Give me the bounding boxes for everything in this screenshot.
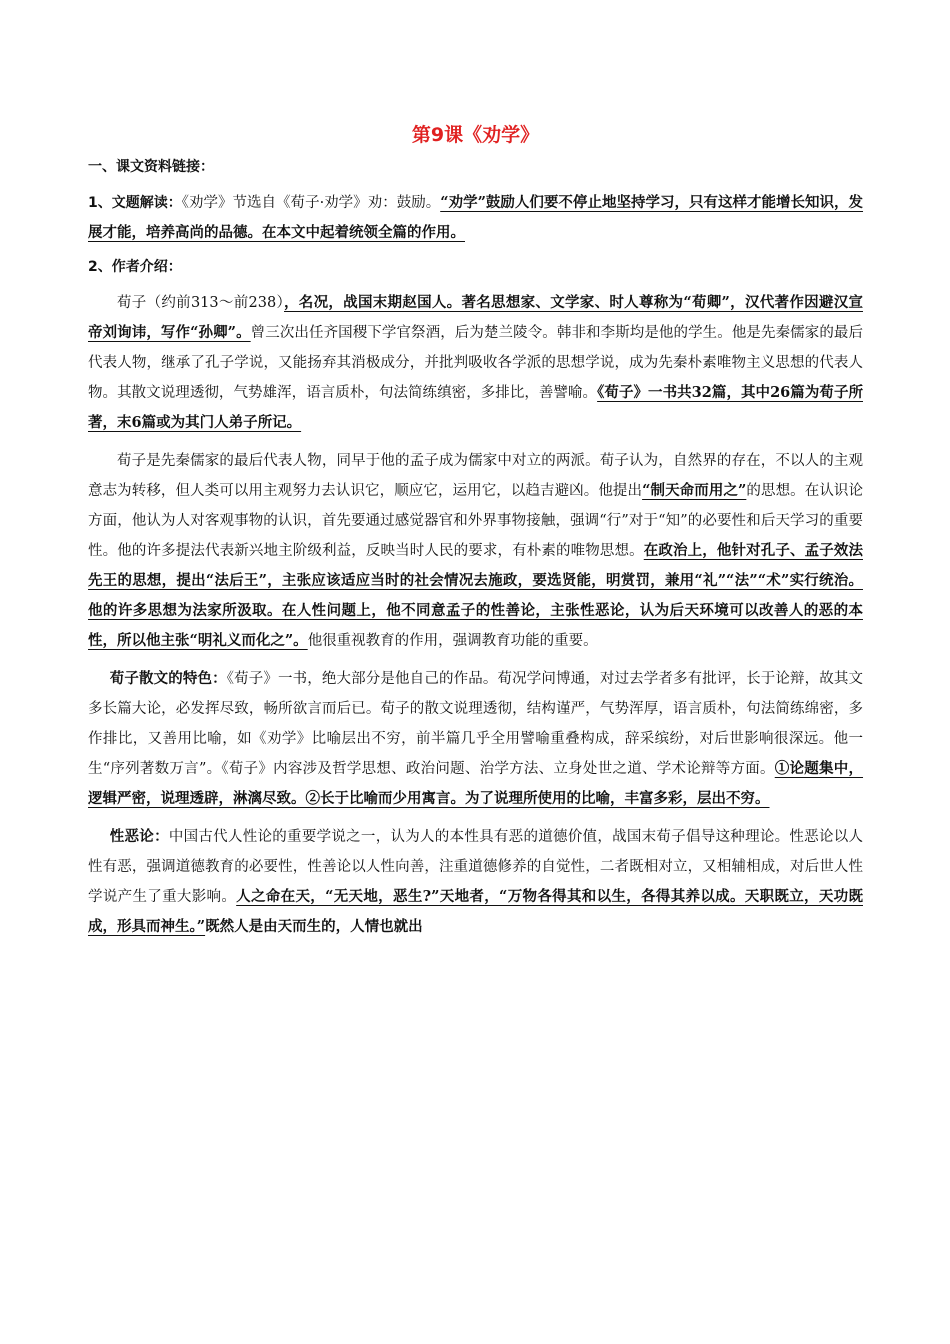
prose-features-emphasis: ①论题集中，逻辑严密，说理透辟，淋漓尽致。②长于比喻而少用寓言。为了说理所使用的比喻，丰富多彩，层出不穷。 [88,760,864,807]
item-1-emphasis: “劝学”鼓励人们要不停止地坚持学习，只有这样才能增长知识，发展才能，培养高尚的品德。在本文中起着统领全篇的作用。 [88,194,864,241]
evil-nature-text-bold: 既然人是由天而生的，人情也就出 [205,918,423,935]
author-p1-text-2: 曾三次出任齐国稷下学官祭酒，后为楚兰陵令。韩非和李斯均是他的学生。他是先秦儒家的最后代表人物，继承了孔子学说，又能扬弃其消极成分，并批判吸收各学派的思想学说，成为先秦朴素唯物主义思想的代表人物。其散文说理透彻，气势雄浑，语言质朴，句法简练缜密，多排比，善譬喻。 [88,325,863,401]
author-p2-emphasis-2: 在政治上，他针对孔子、孟子效法先王的思想，提出“法后王”，主张应该适应当时的社会情况去施政，要选贤能，明赏罚，兼用“礼”“法”“术”实行统治。他的许多思想为法家所汲取。在人性问题上，他不同意孟子的性善论，主张性恶论，认为后天环境可以改善人的恶的本性，所以他主张“明礼义而化之”。 [88,542,863,649]
author-p1-text-1: 荀子（约前313～前238） [117,295,284,311]
evil-nature-paragraph [88,822,863,942]
item-1-paragraph [88,188,863,248]
prose-features-label: 荀子散文的特色： [109,670,227,687]
document-page [88,120,863,942]
author-p2-text-1: 荀子是先秦儒家的最后代表人物，同早于他的孟子成为儒家中对立的两派。荀子认为，自然界的存在，不以人的主观意志为转移，但人类可以用主观努力去认识它，顺应它，运用它，以趋吉避凶。他提出 [88,453,863,499]
prose-features-paragraph [88,664,863,814]
evil-nature-label: 性恶论： [109,828,169,845]
evil-nature-text: 中国古代人性论的重要学说之一，认为人的本性具有恶的道德价值，战国末荀子倡导这种理论。性恶论以人性有恶，强调道德教育的必要性，性善论以人性向善，注重道德修养的自觉性，二者既相对立，又相辅相成，对后世人性学说产生了重大影响。 [88,829,864,905]
prose-features-text: 《荀子》一书，绝大部分是他自己的作品。荀况学问博通，对过去学者多有批评，长于论辩，故其文多长篇大论，必发挥尽致，畅所欲言而后已。荀子的散文说理透彻，结构谨严，气势浑厚，语言质朴，句法简练绵密，多作排比，又善用比喻，如《劝学》比喻层出不穷，前半篇几乎全用譬喻重叠构成，辞采缤纷，对后世影响很深远。他一生“序列著数万言”。《荀子》内容涉及哲学思想、政治问题、治学方法、立身处世之道、学术论辩等方面。 [88,671,864,777]
author-p2-emphasis-1: “制天命而用之” [642,482,747,499]
author-paragraph-2 [88,446,863,656]
author-paragraph-1 [88,288,863,438]
page-title: 第9课《劝学》 [411,124,540,146]
author-p1-emphasis-1: ，名况，战国末期赵国人。著名思想家、文学家、时人尊称为“荀卿”，汉代著作因避汉宣帝刘询讳，写作“孙卿”。 [88,294,863,341]
item-2-heading: 2、作者介绍： [88,259,182,275]
author-p2-text-2: 的思想。在认识论方面，他认为人对客观事物的认识，首先要通过感觉器官和外界事物接触，强调“行”对于“知”的必要性和后天学习的重要性。他的许多提法代表新兴地主阶级利益，反映当时人民的要求，有朴素的唯物思想。 [88,483,863,559]
item-1-text: 《劝学》节选自《荀子·劝学》劝：鼓励。 [181,195,441,211]
item-1-label: 1、文题解读： [88,195,182,211]
author-p2-text-3: 他很重视教育的作用，强调教育功能的重要。 [307,633,598,649]
section-heading: 一、课文资料链接： [88,159,214,175]
evil-nature-emphasis: 人之命在天，“无天地，恶生?”天地者，“万物各得其和以生，各得其养以成。天职既立，天功既成，形具而神生。” [88,888,863,935]
author-p1-emphasis-2: 《荀子》一书共32篇，其中26篇为荀子所著，末6篇或为其门人弟子所记。 [88,384,863,431]
